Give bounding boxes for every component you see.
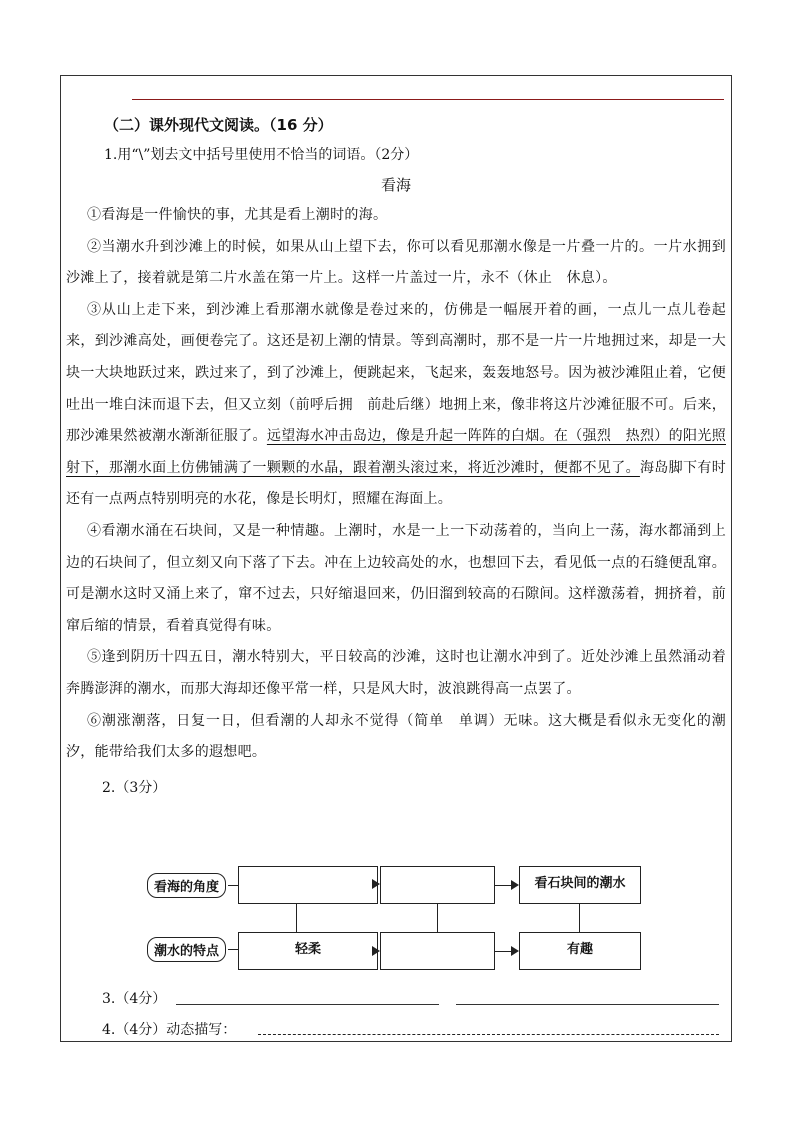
answer-box-r2c2[interactable] [380,932,495,970]
paragraph-2: ②当潮水升到沙滩上的时候，如果从山上望下去，你可以看见那潮水像是一片叠一片的。一片水拥到沙滩上了，接着就是第二片水盖在第一片上。这样一片盖过一片，永不（休止 休息）。 [66,238,726,287]
underlined-sentence: 远望海水冲击岛边，像是升起一阵阵的白烟。在（强烈 热烈）的阳光照射下，那潮水面上仿佛铺满了一颗颗的水晶，跟着潮头滚过来，将近沙滩时，便都不见了。 [66,428,726,476]
box-gentle: 轻柔 [238,932,378,970]
connector [495,951,511,952]
answer-line-3b[interactable] [456,1004,719,1005]
arrow-right-icon [511,946,519,956]
answer-box-r1c1[interactable] [238,866,378,904]
paragraph-6: ⑥潮涨潮落，日复一日，但看潮的人却永不觉得（简单 单调）无味。这大概是看似永无变化的潮汐，能带给我们太多的遐想吧。 [66,712,726,761]
connector [437,904,438,932]
paragraph-3-part-a: ③从山上走下来，到沙滩上看那潮水就像是卷过来的，仿佛是一幅展开着的画，一点儿一点儿卷起来，到沙滩高处，画便卷完了。这还是初上潮的情景。等到高潮时，那不是一片一片地拥过来，却是一大块一大块地跃过来，跌过来了，到了沙滩上，便跳起来，飞起来，轰轰地怒号。因为被沙滩阻止着，它便吐出一堆白沫而退下去，但又立刻（前呼后拥 前赴后继）地拥上来，像非将这片沙滩征服不可。后来，那沙滩果然被潮水渐渐征服了。 [66,301,726,445]
answer-box-r1c2[interactable] [380,866,495,904]
paragraph-1: ①看海是一件愉快的事，尤其是看上潮时的海。 [87,207,388,223]
row-label-viewing-angle: 看海的角度 [147,873,226,898]
connector [228,949,238,950]
row-label-tide-feature: 潮水的特点 [147,937,226,962]
article-title: 看海 [380,176,411,194]
paragraph-3 [66,295,726,516]
answer-line-3a[interactable] [176,1004,439,1005]
arrow-right-icon [511,880,519,890]
arrow-right-icon [372,879,380,889]
question-3-label: 3.（4分） [102,991,167,1007]
connector [296,904,297,932]
answer-line-4[interactable] [258,1034,719,1035]
connector [228,885,238,886]
connector [579,904,580,932]
question-4-label: 4.（4分）动态描写： [102,1022,237,1038]
paragraph-5: ⑤逢到阴历十四五日，潮水特别大，平日较高的沙滩，这时也让潮水冲到了。近处沙滩上虽然涌动着奔腾澎湃的潮水，而那大海却还像平常一样，只是风大时，波浪跳得高一点罢了。 [66,649,726,697]
question-1: 1.用“\”划去文中括号里使用不恰当的词语。（2分） [104,147,419,163]
connector [495,885,511,886]
box-interesting: 有趣 [519,932,641,970]
header-rule [132,99,724,100]
paragraph-3-part-c: 海岛脚下有时还有一点两点特别明亮的水花，像是长明灯，照耀在海面上。 [66,459,726,508]
section-title: （二）课外现代文阅读。（16 分） [104,116,333,134]
flow-diagram [147,862,647,974]
reading-section [66,112,726,801]
arrow-right-icon [372,946,380,956]
paragraph-4: ④看潮水涌在石块间，又是一种情趣。上潮时，水是一上一下动荡着的，当向上一荡，海水都涌到上边的石块间了，但立刻又向下落了下去。冲在上边较高处的水，也想回下去，看见低一点的石缝便乱窜。可是潮水这时又涌上来了，窜不过去，只好缩退回来，仍旧溜到较高的石隙间。这样激荡着，拥挤着，前窜后缩的情景，看着真觉得有味。 [66,522,726,634]
question-2-label: 2.（3分） [102,779,167,796]
box-stone-tide: 看石块间的潮水 [519,866,641,904]
